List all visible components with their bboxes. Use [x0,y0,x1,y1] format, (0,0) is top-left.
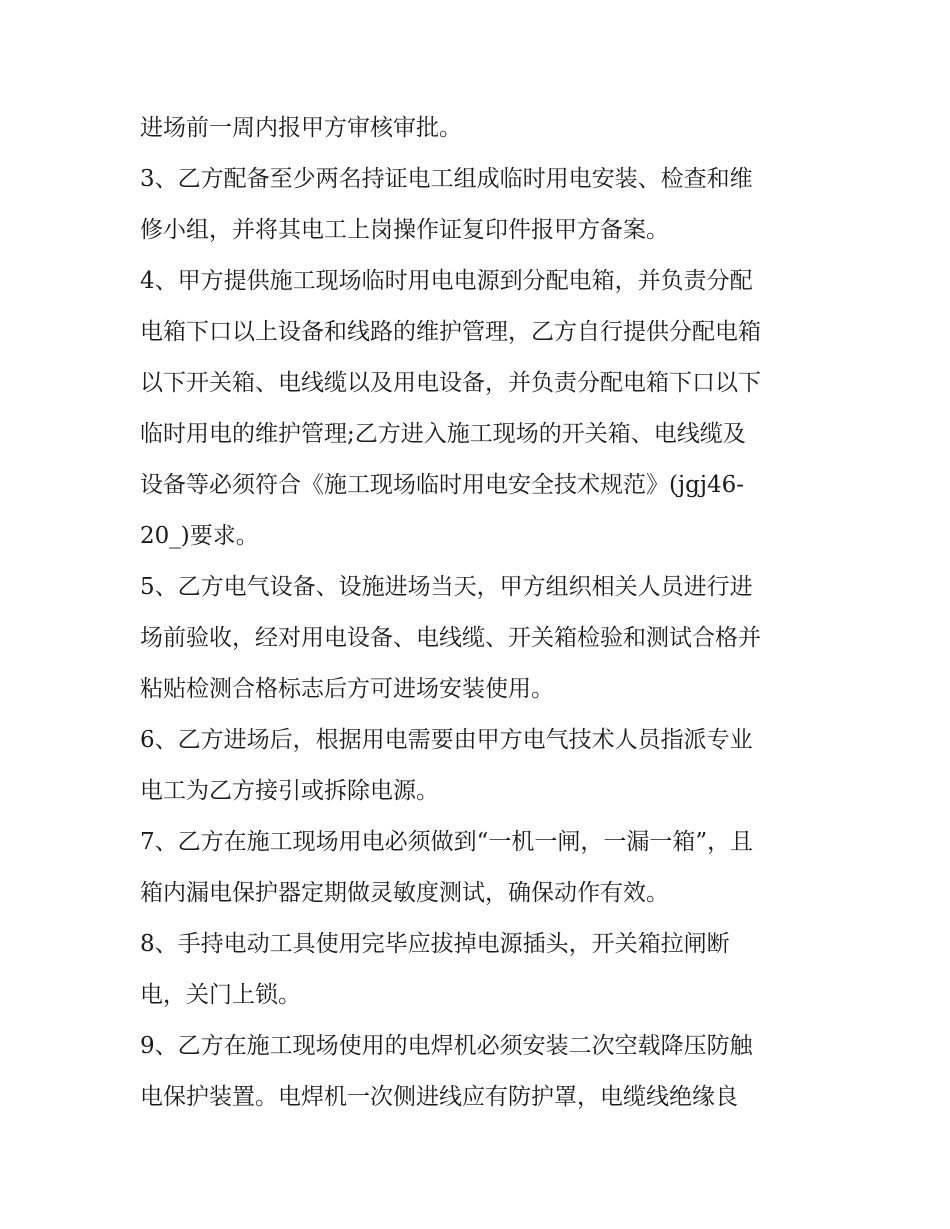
document-page [140,103,820,1123]
text-line: 进场前一周内报甲方审核审批。 [140,115,462,141]
text-line: 粘贴检测合格标志后方可进场安装使用。 [140,676,554,702]
text-line: 设备等必须符合《施工现场临时用电安全技术规范》(jgj46- [140,472,744,498]
text-line: 以下开关箱、电线缆以及用电设备，并负责分配电箱下口以下 [140,370,761,396]
text-line: 5、乙方电气设备、设施进场当天，甲方组织相关人员进行进 [140,574,753,600]
text-line: 电保护装置。电焊机一次侧进线应有防护罩，电缆线绝缘良 [140,1084,738,1110]
text-line: 电箱下口以上设备和线路的维护管理，乙方自行提供分配电箱 [140,319,761,345]
text-line: 4、甲方提供施工现场临时用电电源到分配电箱，并负责分配 [140,268,753,294]
text-line: 3、乙方配备至少两名持证电工组成临时用电安装、检查和维 [140,166,753,192]
text-line: 修小组，并将其电工上岗操作证复印件报甲方备案。 [140,217,669,243]
text-line: 电工为乙方接引或拆除电源。 [140,778,439,804]
text-line: 8、手持电动工具使用完毕应拔掉电源插头，开关箱拉闸断 [140,931,730,957]
text-line: 电，关门上锁。 [140,982,301,1008]
text-line: 场前验收，经对用电设备、电线缆、开关箱检验和测试合格并 [140,625,761,651]
text-line: 9、乙方在施工现场使用的电焊机必须安装二次空载降压防触 [140,1033,753,1059]
text-line: 20_)要求。 [140,523,259,549]
text-line: 箱内漏电保护器定期做灵敏度测试，确保动作有效。 [140,880,669,906]
text-line: 6、乙方进场后，根据用电需要由甲方电气技术人员指派专业 [140,727,753,753]
text-line: 7、乙方在施工现场用电必须做到“一机一闸，一漏一箱”，且 [140,829,754,855]
text-line: 临时用电的维护管理;乙方进入施工现场的开关箱、电线缆及 [140,421,746,447]
